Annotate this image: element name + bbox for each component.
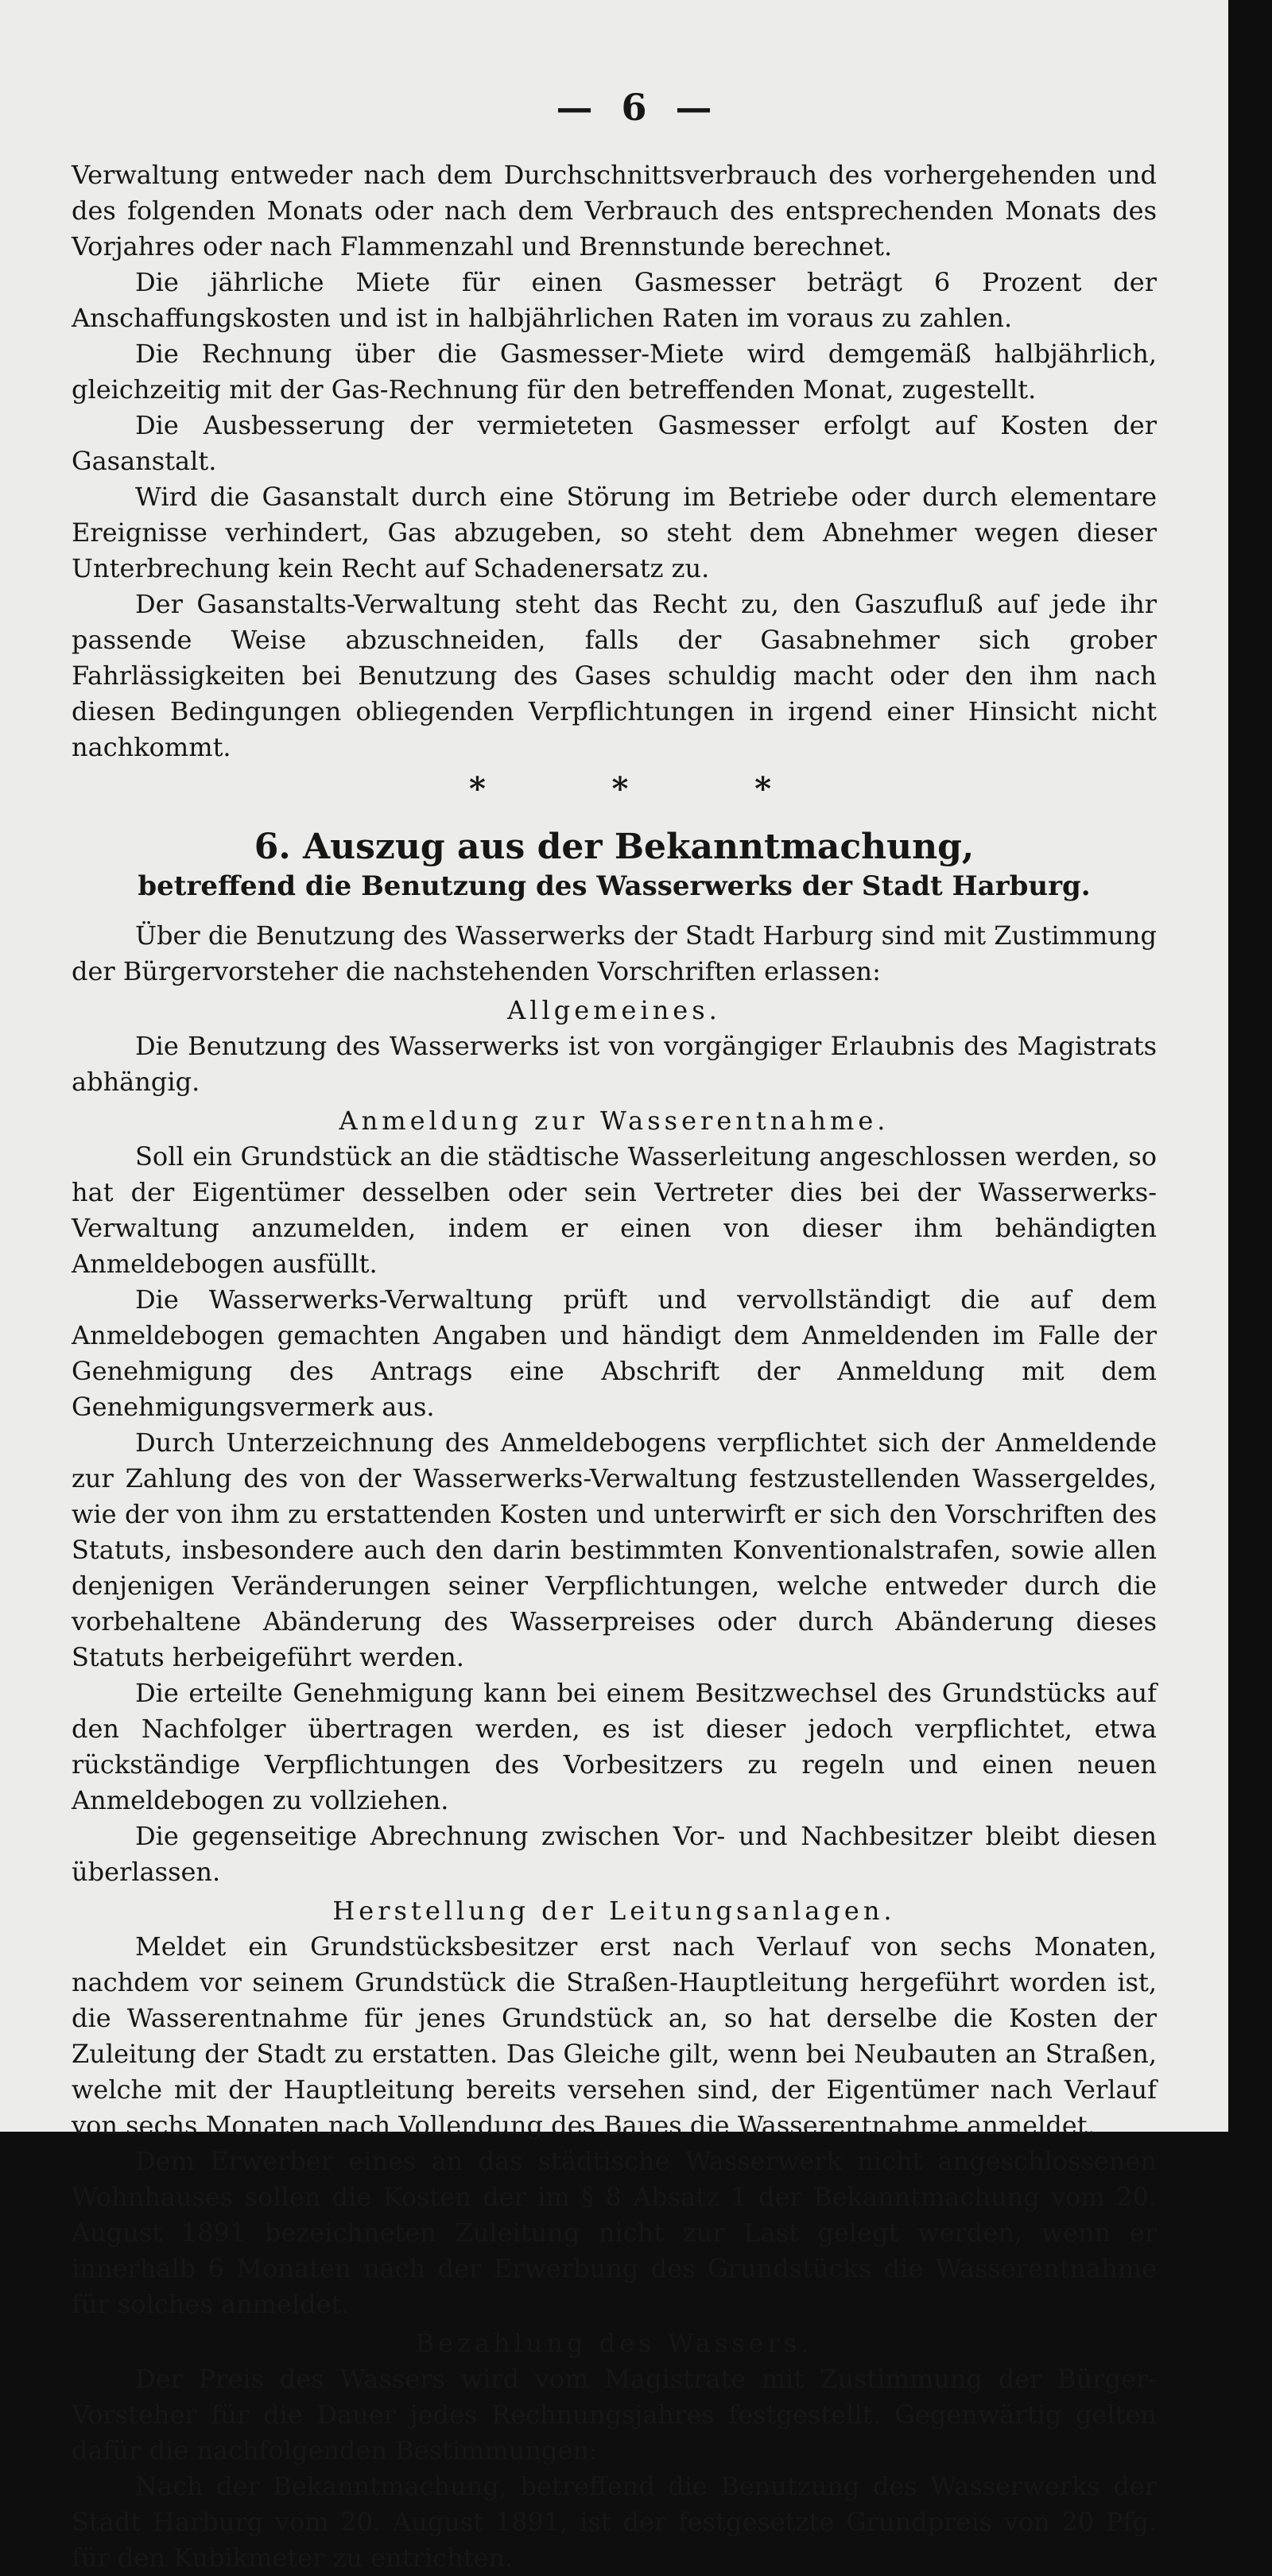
paragraph: Nach der Bekanntmachung, betreffend die Benutzung des Wasserwerks der Stadt Harburg vom 20. August 1891, ist der festgesetzte Grundpreis von 20 Pfg. für den Kubikmeter zu entrichten. <box>72 2471 1157 2573</box>
paragraph: Dem Erwerber eines an das städtische Wasserwerk nicht angeschlossenen Wohnhauses sollen die Kosten der im § 8 Absatz 1 der Bekanntmachung vom 20. August 1891 bezeichneten Zuleitung nicht zur Last gelegt werden, wenn er innerhalb 6 Monaten nach der Erwerbung des Grundstücks die Wasserentnahme für solches anmeldet. <box>72 2146 1157 2319</box>
paragraph: Die Wasserwerks-Verwaltung prüft und vervollständigt die auf dem Anmeldebogen gemachten Angaben und händigt dem Anmeldenden im Falle der Genehmigung des Antrags eine Abschrift der Anmeldung mit dem Genehmigungsvermerk aus. <box>72 1284 1157 1422</box>
paragraph: Die Rechnung über die Gasmesser-Miete wird demgemäß halbjährlich, gleichzeitig mit der Gas-Rechnung für den betreffenden Monat, zugestellt. <box>72 339 1157 405</box>
separator-star: * <box>469 770 486 808</box>
top-block <box>72 157 1157 765</box>
paragraph: Der Preis des Wassers wird vom Magistrate mit Zustimmung der Bürger-Vorsteher für die Dauer jedes Rechnungsjahres festgestellt. Gegenwärtig gelten dafür die nachfolgenden Bestimmungen: <box>72 2364 1157 2466</box>
separator-star: * <box>611 770 629 808</box>
section-subtitle: betreffend die Benutzung des Wasserwerks der Stadt Harburg. <box>138 870 1091 902</box>
paragraph: Wird die Gasanstalt durch eine Störung im Betriebe oder durch elementare Ereignisse verhindert, Gas abzugeben, so steht dem Abnehmer wegen dieser Unterbrechung kein Recht auf Schadenersatz zu. <box>72 482 1157 583</box>
heading-anmeldung: Anmeldung zur Wasserentnahme. <box>339 1106 890 1136</box>
paragraph: Die gegenseitige Abrechnung zwischen Vor- und Nachbesitzer bleibt diesen überlassen. <box>72 1821 1157 1887</box>
paragraph: Die Ausbesserung der vermieteten Gasmesser erfolgt auf Kosten der Gasanstalt. <box>72 410 1157 476</box>
paragraph: Die Benutzung des Wasserwerks ist von vorgängiger Erlaubnis des Magistrats abhängig. <box>72 1031 1157 1097</box>
heading-herstellung: Herstellung der Leitungsanlagen. <box>332 1896 896 1926</box>
separator-stars <box>469 770 771 808</box>
heading-bezahlung: Bezahlung des Wassers. <box>415 2328 813 2358</box>
paragraph: Die erteilte Genehmigung kann bei einem Besitzwechsel des Grundstücks auf den Nachfolger übertragen werden, es ist dieser jedoch verpflichtet, etwa rückständige Verpflichtungen des Vorbesitzers zu regeln und einen neuen Anmeldebogen zu vollziehen. <box>72 1678 1157 1815</box>
page-number: — 6 — <box>556 86 720 129</box>
paragraph: Soll ein Grundstück an die städtische Wasserleitung angeschlossen werden, so hat der Eigentümer desselben oder sein Vertreter dies bei der Wasserwerks-Verwaltung anzumelden, indem er einen von dieser ihm behändigten Anmeldebogen ausfüllt. <box>72 1141 1157 1279</box>
section-title: 6. Auszug aus der Bekanntmachung, <box>254 827 975 867</box>
paragraph: Die jährliche Miete für einen Gasmesser beträgt 6 Prozent der Anschaffungskosten und ist in halbjährlichen Raten im voraus zu zahlen. <box>72 267 1157 333</box>
paragraph: Der Gasanstalts-Verwaltung steht das Recht zu, den Gaszufluß auf jede ihr passende Weise abzuschneiden, falls der Gasabnehmer sich grober Fahrlässigkeiten bei Benutzung des Gases schuldig macht oder den ihm nach diesen Bedingungen obliegenden Verpflichtungen in irgend einer Hinsicht nicht nachkommt. <box>72 589 1157 762</box>
paragraph: Meldet ein Grundstücksbesitzer erst nach Verlauf von sechs Monaten, nachdem vor seinem Grundstück die Straßen-Hauptleitung hergeführt worden ist, die Wasserentnahme für jenes Grundstück an, so hat derselbe die Kosten der Zuleitung der Stadt zu erstatten. Das Gleiche gilt, wenn bei Neubauten an Straßen, welche mit der Hauptleitung bereits versehen sind, der Eigentümer nach Verlauf von sechs Monaten nach Vollendung des Baues die Wasserentnahme anmeldet. <box>72 1931 1157 2140</box>
heading-allgemeines: Allgemeines. <box>507 995 721 1025</box>
separator-star: * <box>754 770 771 808</box>
section-intro: Über die Benutzung des Wasserwerks der Stadt Harburg sind mit Zustimmung der Bürgervorsteher die nachstehenden Vorschriften erlassen: <box>72 920 1157 986</box>
paragraph: Durch Unterzeichnung des Anmeldebogens verpflichtet sich der Anmeldende zur Zahlung des von der Wasserwerks-Verwaltung festzustellenden Wassergeldes, wie der von ihm zu erstattenden Kosten und unterwirft er sich den Vorschriften des Statuts, insbesondere auch den darin bestimmten Konventionalstrafen, sowie allen denjenigen Veränderungen seiner Verpflichtungen, welche entweder durch die vorbehaltene Abänderung des Wasserpreises oder durch Abänderung dieses Statuts herbeigeführt werden. <box>72 1427 1157 1672</box>
paragraph: Verwaltung entweder nach dem Durchschnittsverbrauch des vorhergehenden und des folgenden Monats oder nach dem Verbrauch des entsprechenden Monats des Vorjahres oder nach Flammenzahl und Brennstunde berechnet. <box>72 160 1157 261</box>
